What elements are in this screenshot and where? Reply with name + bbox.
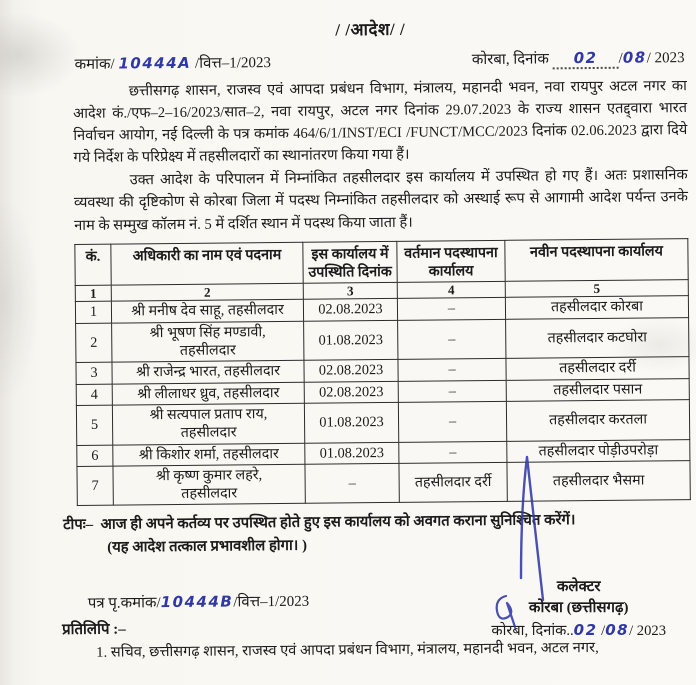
cell-current-office: – (398, 359, 506, 381)
cell-officer-name: श्री भूषण सिंह मण्डावी, तहसीलदार (112, 321, 304, 362)
order-title: / /आदेश/ / (335, 19, 406, 40)
cell-serial: 4 (76, 384, 112, 406)
cell-serial: 7 (77, 466, 113, 506)
signatory-place: कोरबा (छत्तीसगढ़) (528, 600, 629, 617)
reference-number-handwritten: 10444A (118, 53, 192, 73)
reference-prefix: कमांक/ (74, 56, 119, 73)
cell-officer-name: श्री मनीष देव साहू, तहसीलदार (111, 300, 303, 323)
sig-date-day-handwritten: 02 (573, 620, 598, 639)
body-paragraph-1: छत्तीसगढ़ शासन, राजस्व एवं आपदा प्रबंधन विभाग, मंत्रालय, महानदी भवन, नवा रायपुर अटल नगर का आदेश कं./एफ–2–16/2023/सात–2, नवा रायपुर, अटल नगर दिनांक 29.07.2023 के राज्य शासन एतद्द्वारा भारत निर्वाचन आयोग, नई दिल्ली के पत्र कमांक 464/6/1/INST/ECI /FUNCT/MCC/2023 दिनांक 02.06.2023 द्वारा दिये गये निर्देश के परिप्रेक्ष्य में तहसीलदारों का स्थानांतरण किया गया हैं। (73, 77, 688, 166)
cell-presence-date: 02.08.2023 (303, 299, 397, 321)
column-number: 1 (75, 285, 111, 302)
copy-to-label: प्रतिलिपि :– (61, 621, 126, 638)
header-serial: कं. (75, 244, 111, 286)
cell-officer-name: श्री कृष्ण कुमार लहरे, तहसीलदार (113, 464, 305, 505)
cell-officer-name: श्री किशोर शर्मा, तहसीलदार (113, 443, 305, 466)
reference-date-line (74, 47, 684, 73)
cell-serial: 2 (76, 323, 112, 363)
cell-officer-name: श्री राजेन्द्र भारत, तहसीलदार (112, 361, 304, 384)
signatory-title: कलेक्टर (556, 579, 601, 595)
cell-new-office: तहसीलदार दर्री (506, 357, 689, 380)
signature-block (491, 577, 666, 641)
column-number: 5 (505, 280, 688, 298)
order-date (472, 47, 685, 70)
table-row (76, 400, 689, 445)
note-block (63, 509, 691, 559)
signature-date-line (491, 620, 666, 642)
cell-presence-date: – (305, 463, 399, 503)
reference-number (75, 52, 271, 74)
body-paragraph-2: उक्त आदेश के परिपालन में निम्नांकित तहसीलदार इस कार्यालय में उपस्थित हो गए हैं। अतः प्रशासनिक व्यवस्था की दृष्टिकोण से कोरबा जिला में पदस्थ निम्नांकित तहसीलदार को अस्थाई रूप से आगामी आदेश पर्यन्त उनके नाम के सम्मुख कॉलम नं. 5 में दर्शित स्थान में पदस्थ किया जाता हैं। (73, 167, 688, 234)
date-month-handwritten: 08 (622, 48, 647, 67)
column-number: 4 (397, 282, 505, 299)
sig-date-sep: / (597, 622, 606, 639)
cell-new-office: तहसीलदार पसान (506, 378, 689, 401)
cell-new-office: तहसीलदार भैसमा (507, 460, 690, 501)
header-new-office: नवीन पदस्थापना कार्यालय (505, 238, 688, 281)
cell-new-office: तहसीलदार करतला (506, 400, 689, 441)
table-row (76, 317, 689, 362)
note-text-1: आज ही अपने कर्तव्य पर उपस्थित होते हुए इस कार्यालय को अवगत कराना सुनिश्चित करेंगें। (100, 512, 576, 534)
note-line-2: (यह आदेश तत्काल प्रभावशील होगा। ) (107, 537, 308, 556)
sig-date-month-handwritten: 08 (605, 620, 630, 639)
cell-current-office: – (397, 298, 505, 320)
sig-date-year: / 2023 (629, 622, 666, 639)
table-row (77, 460, 690, 505)
cell-serial: 1 (75, 302, 111, 324)
cell-current-office: – (398, 319, 506, 360)
cell-presence-date: 01.08.2023 (304, 402, 398, 442)
table-header-row (75, 238, 688, 285)
header-officer-name: अधिकारी का नाम एवं पदनाम (111, 242, 303, 285)
cell-serial: 6 (77, 445, 113, 467)
cell-serial: 5 (76, 405, 112, 445)
cell-current-office: – (398, 401, 506, 442)
date-day-handwritten: 02 (573, 48, 598, 68)
reference-suffix: /वित्त–1/2023 (191, 54, 271, 72)
cell-presence-date: 01.08.2023 (304, 320, 398, 360)
cell-current-office: – (398, 380, 506, 402)
date-year: / 2023 (646, 50, 685, 67)
cell-presence-date: 02.08.2023 (304, 381, 398, 403)
cell-current-office: – (399, 441, 507, 463)
order-date-prefix: कोरबा, दिनांक (471, 51, 553, 69)
footer-ref-number-handwritten: 10444B (160, 592, 234, 611)
column-number: 2 (111, 284, 303, 302)
column-number: 3 (303, 283, 397, 300)
cell-presence-date: 01.08.2023 (305, 442, 399, 464)
cell-officer-name: श्री लीलाधर ध्रुव, तहसीलदार (112, 382, 304, 405)
sig-date-prefix: कोरबा, दिनांक.. (491, 622, 574, 639)
cell-new-office: तहसीलदार पोड़ीउपरोड़ा (507, 439, 690, 462)
transfer-table (74, 238, 690, 507)
cell-presence-date: 02.08.2023 (304, 360, 398, 382)
cell-current-office: तहसीलदार दर्री (399, 462, 507, 503)
cell-new-office: तहसीलदार कोरबा (505, 296, 688, 319)
cell-serial: 3 (76, 362, 112, 384)
note-label: टीपः– (62, 517, 94, 534)
date-dotted-blank (553, 48, 619, 69)
copy-line-1: 1. सचिव, छत्तीसगढ़ शासन, राजस्व एवं आपदा प्रबंधन विभाग, मंत्रालय, महानदी भवन, अटल नगर, (96, 639, 599, 661)
footer-ref-suffix: /वित्त–1/2023 (233, 593, 310, 611)
cell-new-office: तहसीलदार कटघोरा (506, 317, 689, 358)
header-presence-date: इस कार्यालय में उपस्थिति दिनांक (303, 241, 397, 283)
header-current-office: वर्तमान पदस्थापना कार्यालय (397, 240, 505, 283)
footer-ref-prefix: पत्र पृ.कमांक/ (87, 594, 161, 612)
date-separator: / (618, 50, 623, 67)
cell-officer-name: श्री सत्यपाल प्रताप राय, तहसीलदार (112, 403, 304, 444)
